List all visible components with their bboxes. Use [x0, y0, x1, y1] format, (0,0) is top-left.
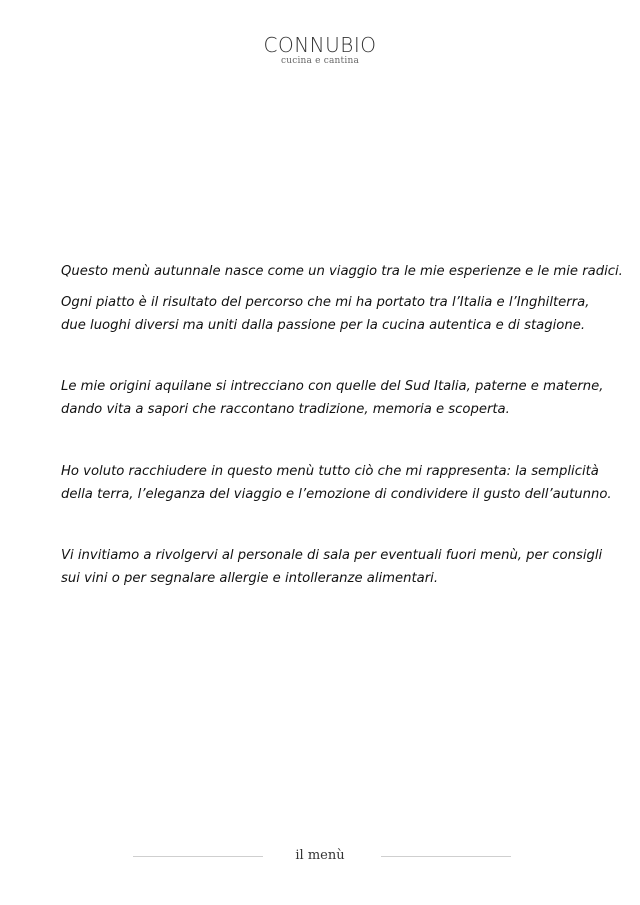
- intro-paragraph-2: [61, 291, 601, 337]
- brand-name: CONNUBIO: [263, 33, 377, 57]
- intro-paragraph-4: [61, 460, 612, 506]
- footer-section-label: il menù: [295, 848, 345, 863]
- intro-paragraph-1: [61, 260, 623, 283]
- intro-line: sui vini o per segnalare allergie e intolleranze alimentari.: [61, 571, 439, 586]
- intro-line: Le mie origini aquilane si intrecciano con quelle del Sud Italia, paterne e materne,: [61, 379, 604, 394]
- brand-header: [0, 34, 640, 67]
- intro-line: due luoghi diversi ma uniti dalla passione per la cucina autentica e di stagione.: [61, 318, 586, 333]
- intro-paragraph-3: [61, 375, 604, 421]
- intro-line: Questo menù autunnale nasce come un viaggio tra le mie esperienze e le mie radici.: [61, 264, 623, 279]
- intro-line: dando vita a sapori che raccontano tradizione, memoria e scoperta.: [61, 402, 510, 417]
- intro-line: Vi invitiamo a rivolgervi al personale di sala per eventuali fuori menù, per consigli: [61, 548, 603, 563]
- intro-paragraph-5: [61, 544, 601, 590]
- brand-tagline: cucina e cantina: [280, 56, 360, 66]
- intro-line: Ho voluto racchiudere in questo menù tutto ciò che mi rappresenta: la semplicità: [61, 464, 599, 479]
- page-footer: [0, 845, 640, 867]
- intro-line: della terra, l’eleganza del viaggio e l’emozione di condividere il gusto dell’autunno.: [61, 487, 612, 502]
- intro-line: Ogni piatto è il risultato del percorso che mi ha portato tra l’Italia e l’Inghilterra,: [61, 295, 590, 310]
- footer-divider-right: [381, 856, 511, 857]
